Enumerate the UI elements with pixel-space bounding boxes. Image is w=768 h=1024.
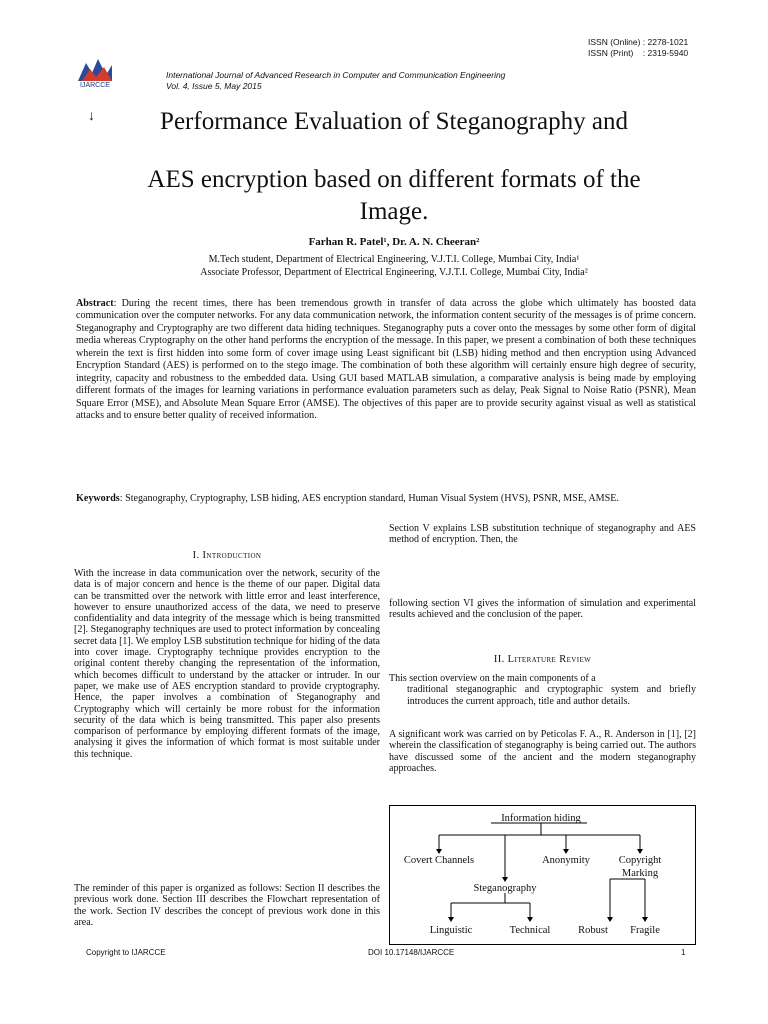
paper-title-line2: AES encryption based on different formats of the [147, 166, 641, 193]
diagram-connectors [439, 823, 645, 919]
journal-logo-icon [74, 55, 116, 85]
literature-paragraph-1-rest: traditional steganographic and cryptographic system and briefly introduces the current approach, title and author details. [407, 684, 696, 707]
journal-info [166, 70, 505, 92]
information-hiding-diagram [389, 805, 696, 945]
journal-name: International Journal of Advanced Research in Computer and Communication Engineering [166, 70, 506, 80]
diagram-linguistic: Linguistic [429, 925, 473, 936]
issn-print: ISSN (Print) : 2319-5940 [588, 48, 689, 58]
abstract [76, 298, 696, 423]
diagram-marking: Marking [621, 868, 659, 879]
section-heading-literature-review: II. Literature Review [493, 654, 592, 665]
diagram-anonymity: Anonymity [542, 855, 590, 866]
affiliation-1: M.Tech student, Department of Electrical Engineering, V.J.T.I. College, Mumbai City, India¹ [208, 254, 580, 265]
logo-text: IJARCCE [80, 82, 110, 89]
arrow-down-icon: ↓ [88, 109, 95, 124]
diagram-copyright: Copyright [618, 855, 662, 866]
literature-paragraph-1 [389, 673, 696, 707]
paper-title-line3: Image. [359, 198, 429, 225]
affiliation-2: Associate Professor, Department of Electrical Engineering, V.J.T.I. College, Mumbai City, India² [200, 267, 588, 278]
diagram-root: Information hiding [501, 813, 581, 824]
abstract-text: : During the recent times, there has been tremendous growth in transfer of data across the globe which ultimately has boosted data communication over the computer networks. For any data communication network, the information content security of the messages is of prime concern. Steganography and Cryptography are two different data hiding techniques. Steganography puts a cover onto the messages by some other form of digital media whereas Cryptography on the other hand performs the encryption of the message. In this paper, we present a combination of both these techniques wherein the text is first hidden into some form of cover image using Least significant bit (LSB) hiding method and then encryption using Advanced Encryption Standard (AES) is performed on to the stego image. The combination of both these algorithm will certainly ensure high degree of security, integrity, capacity and robustness to the embedded data. Using GUI based MATLAB simulation, a comparative analysis is being made by employing different formats of the images for learning variations in performance evaluation parameters such as delay, Peak Signal to Noise Ratio (PSNR), Mean Square Error (MSE), and Absolute Mean Square Error (AMSE). The objectives of this paper are to provide security against visual as well as statistical attacks and to ensure better quality of received information. [76, 298, 696, 422]
issn-online: ISSN (Online) : 2278-1021 [588, 37, 689, 47]
footer-copyright: Copyright to IJARCCE [86, 948, 166, 957]
diagram-covert-channels: Covert Channels [403, 855, 475, 866]
keywords-text: : Steganography, Cryptography, LSB hiding, AES encryption standard, Human Visual System (HVS), PSNR, MSE, AMSE. [119, 493, 619, 504]
keywords-label: Keywords [76, 493, 120, 504]
footer-doi: DOI 10.17148/IJARCCE [368, 948, 455, 957]
diagram-robust: Robust [578, 925, 608, 936]
authors: Farhan R. Patel¹, Dr. A. N. Cheeran² [308, 236, 480, 248]
keywords [76, 493, 696, 505]
issn-block [588, 37, 688, 59]
literature-paragraph-2: A significant work was carried on by Peticolas F. A., R. Anderson in [1], [2] wherein the classification of steganography is being carried out. The authors have discussed some of the ancient and the modern steganography approaches. [389, 729, 696, 774]
diagram-technical: Technical [509, 925, 551, 936]
diagram-steganography: Steganography [473, 883, 537, 894]
intro-paragraph-1: With the increase in data communication over the network, security of the data is of major concern and hence is the theme of our paper. Digital data can be transmitted over the network with little error and least interference, however to ensure unauthorized access of the data, we need to preserve confidentiality and data integrity of the message which is being transmitted [2]. Steganography techniques are used to protect information by concealing secret data [1]. We employ LSB substitution technique for hiding of the data into cover image. Cryptography technique provides encryption to the original content thereby changing the representation of the information, which becomes difficult to understand by the attacker or intruder. In our paper, we make use of AES encryption standard to provide cryptography. Hence, the paper involves a combination of Steganography and Cryptography which will certainly be more robust for the information security of the data which is being transmitted. This paper also presents comparison of performance by employing different formats of the image, analysing it gives the information of which format is most suitable under this technique. [74, 568, 381, 760]
literature-paragraph-1-first-line: This section overview on the main components of a [389, 673, 596, 684]
section-heading-introduction: I. Introduction [192, 550, 262, 561]
right-paragraph-1: Section V explains LSB substitution technique of steganography and AES method of encryption. Then, the [389, 523, 696, 546]
intro-paragraph-2: The reminder of this paper is organized as follows: Section II describes the previous work done. Section III describes the Flowchart representation of the work. Section IV describes the concept of previous work done in this area. [74, 883, 380, 928]
diagram-fragile: Fragile [630, 925, 660, 936]
footer-page-number: 1 [681, 948, 686, 957]
journal-volume: Vol. 4, Issue 5, May 2015 [166, 81, 262, 91]
paper-title-line1: Performance Evaluation of Steganography and [160, 108, 628, 135]
abstract-label: Abstract [76, 298, 114, 309]
right-paragraph-2: following section VI gives the information of simulation and experimental results achieved and the conclusion of the paper. [389, 598, 696, 621]
